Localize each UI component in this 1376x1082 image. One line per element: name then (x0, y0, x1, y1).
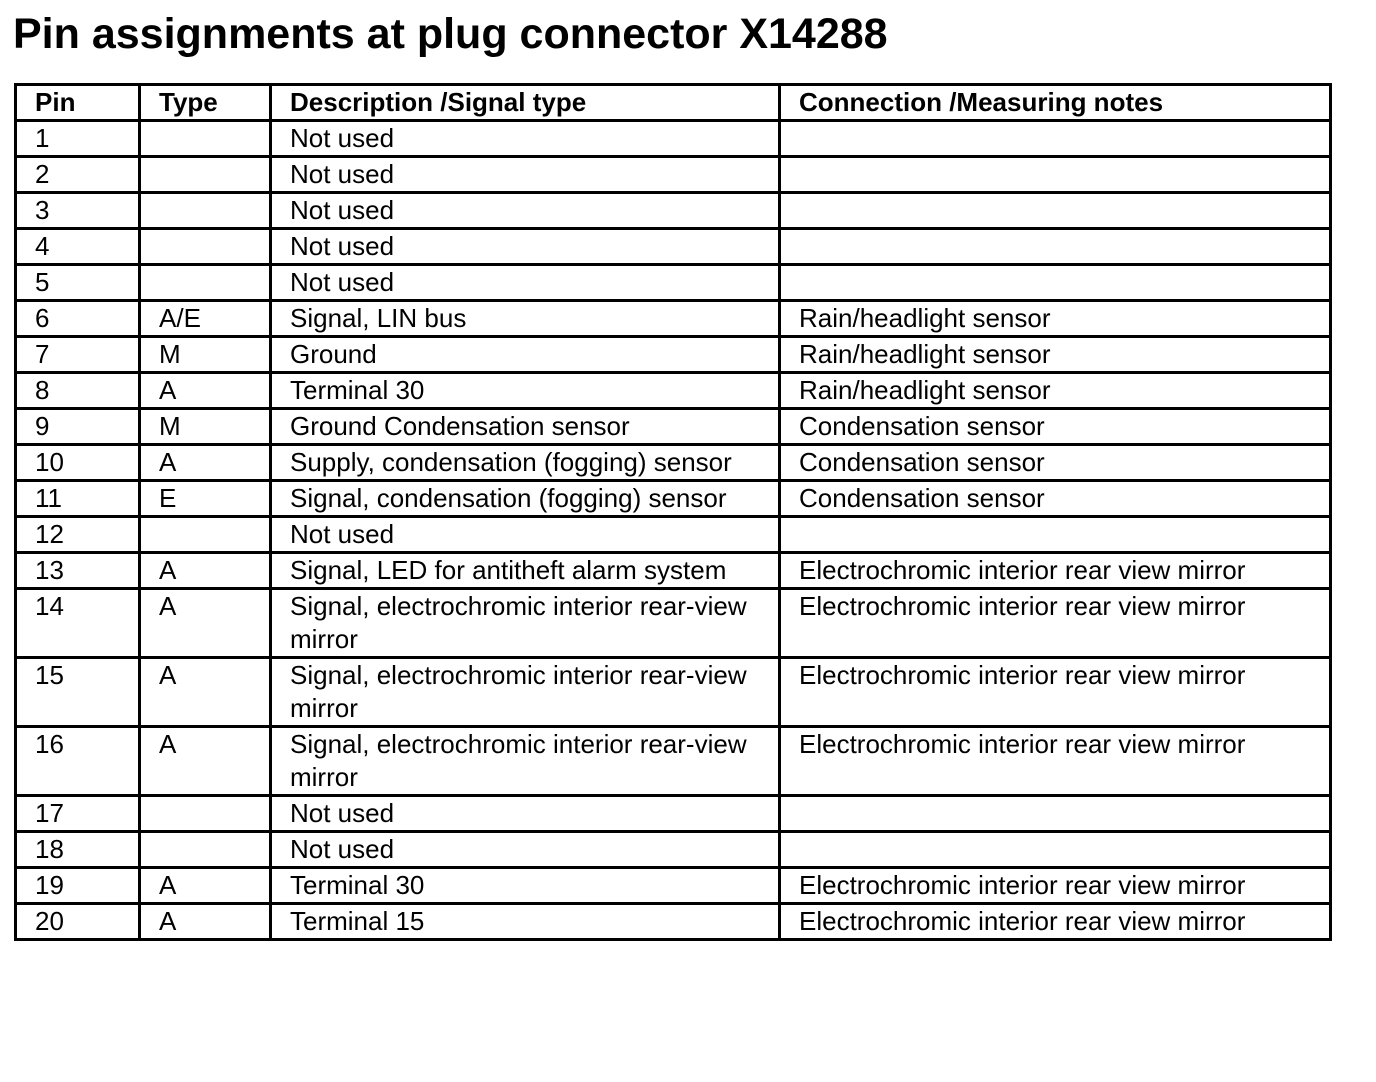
column-header-description: Description /Signal type (271, 85, 780, 121)
cell-pin: 9 (16, 409, 140, 445)
cell-connection: Electrochromic interior rear view mirror (780, 589, 1331, 658)
cell-pin: 5 (16, 265, 140, 301)
cell-description: Signal, LED for antitheft alarm system (271, 553, 780, 589)
cell-type: A/E (140, 301, 271, 337)
cell-pin: 20 (16, 904, 140, 940)
cell-description: Not used (271, 796, 780, 832)
table-body (16, 121, 1331, 940)
cell-pin: 15 (16, 658, 140, 727)
cell-connection: Electrochromic interior rear view mirror (780, 553, 1331, 589)
column-header-connection: Connection /Measuring notes (780, 85, 1331, 121)
cell-pin: 10 (16, 445, 140, 481)
cell-connection (780, 265, 1331, 301)
cell-connection: Rain/headlight sensor (780, 337, 1331, 373)
cell-connection: Electrochromic interior rear view mirror (780, 727, 1331, 796)
cell-description: Supply, condensation (fogging) sensor (271, 445, 780, 481)
cell-type: A (140, 553, 271, 589)
cell-connection: Electrochromic interior rear view mirror (780, 658, 1331, 727)
table-row (16, 832, 1331, 868)
cell-description: Signal, electrochromic interior rear-view mirror (271, 658, 780, 727)
table-header-row (16, 85, 1331, 121)
cell-type: A (140, 589, 271, 658)
cell-description: Signal, LIN bus (271, 301, 780, 337)
table-row (16, 193, 1331, 229)
table-row (16, 868, 1331, 904)
table-row (16, 727, 1331, 796)
cell-pin: 14 (16, 589, 140, 658)
cell-connection (780, 121, 1331, 157)
cell-pin: 12 (16, 517, 140, 553)
cell-pin: 3 (16, 193, 140, 229)
cell-description: Terminal 30 (271, 868, 780, 904)
table-row (16, 796, 1331, 832)
cell-type (140, 265, 271, 301)
cell-pin: 16 (16, 727, 140, 796)
table-row (16, 265, 1331, 301)
cell-connection: Rain/headlight sensor (780, 373, 1331, 409)
cell-description: Signal, electrochromic interior rear-view mirror (271, 589, 780, 658)
column-header-type: Type (140, 85, 271, 121)
table-row (16, 157, 1331, 193)
cell-description: Ground Condensation sensor (271, 409, 780, 445)
cell-pin: 19 (16, 868, 140, 904)
table-row (16, 121, 1331, 157)
cell-connection (780, 832, 1331, 868)
cell-type (140, 193, 271, 229)
page-title: Pin assignments at plug connector X14288 (13, 10, 888, 58)
cell-type: A (140, 658, 271, 727)
cell-type (140, 229, 271, 265)
table-row (16, 229, 1331, 265)
table-row (16, 337, 1331, 373)
cell-description: Not used (271, 157, 780, 193)
cell-pin: 4 (16, 229, 140, 265)
cell-type (140, 157, 271, 193)
cell-description: Signal, condensation (fogging) sensor (271, 481, 780, 517)
cell-connection: Electrochromic interior rear view mirror (780, 904, 1331, 940)
column-header-pin: Pin (16, 85, 140, 121)
cell-description: Not used (271, 832, 780, 868)
cell-pin: 2 (16, 157, 140, 193)
cell-type (140, 832, 271, 868)
cell-pin: 6 (16, 301, 140, 337)
cell-description: Signal, electrochromic interior rear-view mirror (271, 727, 780, 796)
cell-type: M (140, 409, 271, 445)
cell-connection (780, 157, 1331, 193)
cell-pin: 7 (16, 337, 140, 373)
cell-connection (780, 796, 1331, 832)
cell-type: A (140, 445, 271, 481)
cell-description: Terminal 30 (271, 373, 780, 409)
cell-pin: 17 (16, 796, 140, 832)
cell-type (140, 796, 271, 832)
cell-description: Not used (271, 517, 780, 553)
table-row (16, 373, 1331, 409)
cell-type: E (140, 481, 271, 517)
cell-description: Not used (271, 229, 780, 265)
table-row (16, 553, 1331, 589)
cell-connection (780, 517, 1331, 553)
table-row (16, 904, 1331, 940)
cell-pin: 8 (16, 373, 140, 409)
table-row (16, 301, 1331, 337)
table-row (16, 658, 1331, 727)
cell-type: A (140, 727, 271, 796)
table-row (16, 589, 1331, 658)
cell-connection: Condensation sensor (780, 445, 1331, 481)
cell-description: Not used (271, 193, 780, 229)
cell-description: Ground (271, 337, 780, 373)
cell-connection: Electrochromic interior rear view mirror (780, 868, 1331, 904)
cell-pin: 1 (16, 121, 140, 157)
cell-connection: Condensation sensor (780, 481, 1331, 517)
table-row (16, 409, 1331, 445)
cell-description: Terminal 15 (271, 904, 780, 940)
cell-type: A (140, 904, 271, 940)
cell-type: A (140, 373, 271, 409)
cell-description: Not used (271, 265, 780, 301)
cell-type (140, 517, 271, 553)
pin-assignment-table (14, 83, 1332, 941)
cell-pin: 18 (16, 832, 140, 868)
cell-type: A (140, 868, 271, 904)
cell-pin: 13 (16, 553, 140, 589)
cell-pin: 11 (16, 481, 140, 517)
cell-description: Not used (271, 121, 780, 157)
cell-type: M (140, 337, 271, 373)
cell-type (140, 121, 271, 157)
table-row (16, 481, 1331, 517)
table-row (16, 517, 1331, 553)
cell-connection: Rain/headlight sensor (780, 301, 1331, 337)
table-row (16, 445, 1331, 481)
cell-connection (780, 193, 1331, 229)
cell-connection (780, 229, 1331, 265)
cell-connection: Condensation sensor (780, 409, 1331, 445)
